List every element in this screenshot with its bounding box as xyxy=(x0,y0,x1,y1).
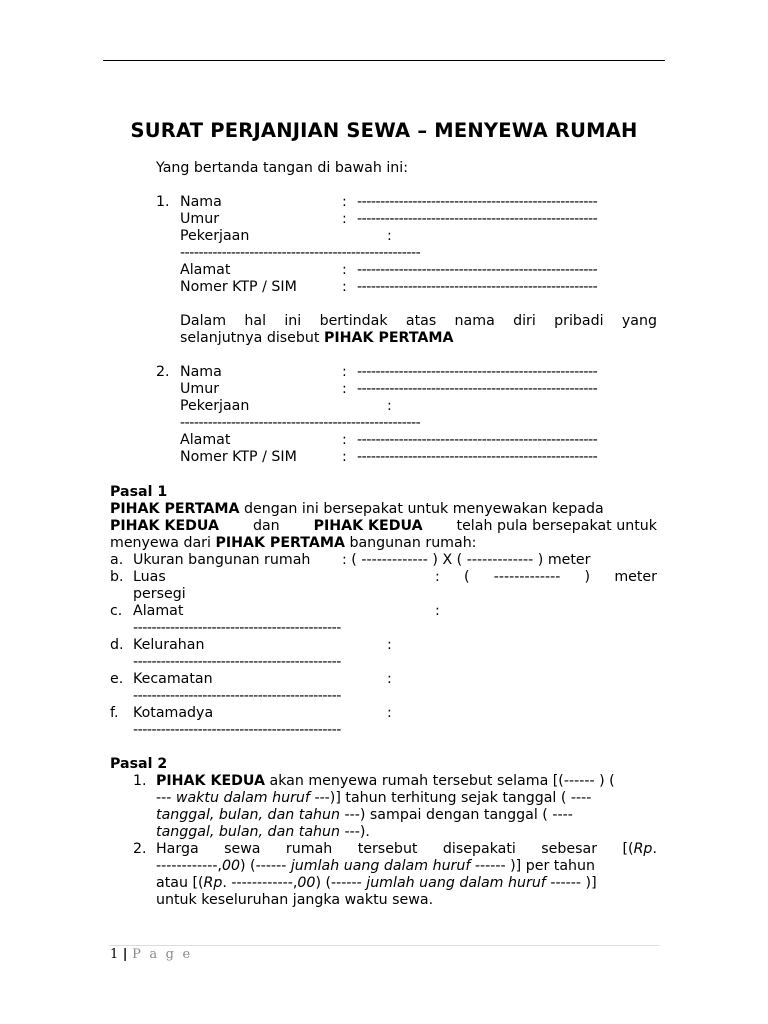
item-a-letter: a. xyxy=(110,552,124,568)
party-1-id-label: Nomer KTP / SIM xyxy=(180,279,297,295)
item-b-value: : ( ------------- ) meter xyxy=(435,569,657,585)
party-2-name-blank: ---------------------------------------------------- xyxy=(357,364,598,380)
party-2-age-colon: : xyxy=(342,381,347,397)
party-2-age-label: Umur xyxy=(180,381,220,397)
party-1-statement-line-1: Dalam hal ini bertindak atas nama diri pribadi yang xyxy=(180,313,657,329)
item-c-label: Alamat xyxy=(133,603,184,619)
pihak-pertama-term: PIHAK PERTAMA xyxy=(323,330,454,346)
party-1-name-label: Nama xyxy=(180,194,222,210)
party-1-address-blank: ---------------------------------------------------- xyxy=(357,262,598,278)
item-f-label: Kotamadya xyxy=(133,705,214,721)
party-2-id-colon: : xyxy=(342,449,347,465)
pasal-2-point-1-number: 1. xyxy=(133,773,147,789)
pasal-2-point-2-line-2: ------------,00) (------ jumlah uang dalam huruf ------ )] per tahun xyxy=(156,858,596,874)
party-2-job-colon: : xyxy=(387,398,392,414)
pasal-1-line-3: menyewa dari PIHAK PERTAMA bangunan rumah: xyxy=(110,535,477,551)
item-f-letter: f. xyxy=(110,705,119,721)
pasal-2-point-1-line-3: tanggal, bulan, dan tahun ---) sampai dengan tanggal ( ---- xyxy=(156,807,573,823)
item-d-label: Kelurahan xyxy=(133,637,205,653)
item-e-colon: : xyxy=(387,671,392,687)
party-1-address-label: Alamat xyxy=(180,262,231,278)
page-number: 1 xyxy=(110,947,119,962)
party-1-id-colon: : xyxy=(342,279,347,295)
party-2-id-blank: ---------------------------------------------------- xyxy=(357,449,598,465)
party-2-address-colon: : xyxy=(342,432,347,448)
party-1-job-label: Pekerjaan xyxy=(180,228,250,244)
pasal-2-point-2-line-3: atau [(Rp. ------------,00) (------ jumlah uang dalam huruf ------ )] xyxy=(156,875,597,891)
intro-text: Yang bertanda tangan di bawah ini: xyxy=(156,160,408,176)
party-1-age-label: Umur xyxy=(180,211,220,227)
party-2-job-blank: ---------------------------------------------------- xyxy=(180,415,421,431)
party-1-statement-line-2: selanjutnya disebut PIHAK PERTAMA xyxy=(180,330,454,346)
party-1-age-blank: ---------------------------------------------------- xyxy=(357,211,598,227)
party-2-address-label: Alamat xyxy=(180,432,231,448)
pasal-2-point-2-line-1: Harga sewa rumah tersebut disepakati sebesar [(Rp. xyxy=(156,841,657,857)
item-d-letter: d. xyxy=(110,637,124,653)
item-b-letter: b. xyxy=(110,569,124,585)
document-title: SURAT PERJANJIAN SEWA – MENYEWA RUMAH xyxy=(130,119,638,142)
party-1-age-colon: : xyxy=(342,211,347,227)
footer-separator: | xyxy=(118,947,133,962)
item-b-value-continued: persegi xyxy=(133,586,186,602)
pasal-1-line-2: PIHAK KEDUA dan PIHAK KEDUA telah pula bersepakat untuk xyxy=(110,518,657,534)
item-c-blank: --------------------------------------------- xyxy=(133,620,341,636)
pasal-2-point-2-line-4: untuk keseluruhan jangka waktu sewa. xyxy=(156,892,434,908)
party-1-number: 1. xyxy=(156,194,170,210)
party-2-id-label: Nomer KTP / SIM xyxy=(180,449,297,465)
page-footer xyxy=(110,946,192,964)
pasal-2-heading: Pasal 2 xyxy=(110,756,168,772)
party-1-id-blank: ---------------------------------------------------- xyxy=(357,279,598,295)
party-2-name-label: Nama xyxy=(180,364,222,380)
party-2-job-label: Pekerjaan xyxy=(180,398,250,414)
item-d-blank: --------------------------------------------- xyxy=(133,654,341,670)
party-1-job-blank: ---------------------------------------------------- xyxy=(180,245,421,261)
item-a-value: : ( ------------- ) X ( ------------- ) meter xyxy=(342,552,591,568)
item-e-blank: --------------------------------------------- xyxy=(133,688,341,704)
item-e-letter: e. xyxy=(110,671,124,687)
item-a-label: Ukuran bangunan rumah xyxy=(133,552,311,568)
item-c-colon: : xyxy=(435,603,440,619)
pasal-1-heading: Pasal 1 xyxy=(110,484,168,500)
party-1-job-colon: : xyxy=(387,228,392,244)
item-e-label: Kecamatan xyxy=(133,671,213,687)
pasal-2-point-1-line-1: PIHAK KEDUA akan menyewa rumah tersebut selama [(------ ) ( xyxy=(156,773,615,789)
pasal-2-point-2-number: 2. xyxy=(133,841,147,857)
item-d-colon: : xyxy=(387,637,392,653)
item-f-blank: --------------------------------------------- xyxy=(133,722,341,738)
party-2-address-blank: ---------------------------------------------------- xyxy=(357,432,598,448)
item-c-letter: c. xyxy=(110,603,123,619)
pasal-1-line-1: PIHAK PERTAMA dengan ini bersepakat untuk menyewakan kepada xyxy=(110,501,604,517)
page-label: P a g e xyxy=(132,947,193,962)
item-f-colon: : xyxy=(387,705,392,721)
party-1-name-colon: : xyxy=(342,194,347,210)
header-rule xyxy=(103,60,665,61)
party-2-name-colon: : xyxy=(342,364,347,380)
pasal-2-point-1-line-4: tanggal, bulan, dan tahun ---). xyxy=(156,824,370,840)
item-b-label: Luas xyxy=(133,569,166,585)
party-2-number: 2. xyxy=(156,364,170,380)
party-1-address-colon: : xyxy=(342,262,347,278)
pasal-2-point-1-line-2: --- waktu dalam huruf ---)] tahun terhitung sejak tanggal ( ---- xyxy=(156,790,592,806)
party-1-name-blank: ---------------------------------------------------- xyxy=(357,194,598,210)
party-2-age-blank: ---------------------------------------------------- xyxy=(357,381,598,397)
